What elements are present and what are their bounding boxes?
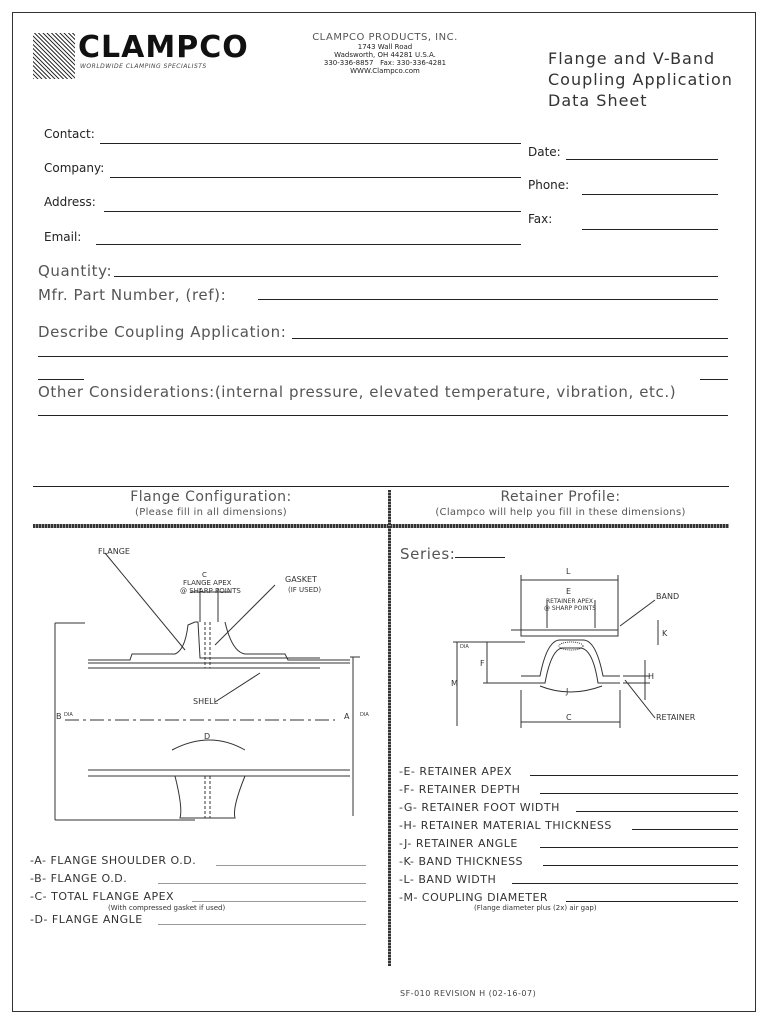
retainer-apex-label: RETAINER APEX	[546, 598, 594, 605]
company-field[interactable]	[110, 177, 521, 178]
shell-label: SHELL	[193, 697, 219, 706]
logo-mark	[33, 33, 75, 79]
retainer-item-k: -K- BAND THICKNESS	[399, 855, 524, 868]
contact-field[interactable]	[100, 143, 521, 144]
flange-item-d: -D- FLANGE ANGLE	[30, 913, 143, 926]
retainer-item-h-field[interactable]	[632, 829, 738, 830]
logo-text: CLAMPCO	[78, 30, 249, 65]
flange-item-a-field[interactable]	[216, 865, 366, 866]
contact-label: Contact:	[44, 127, 95, 141]
other-hint: (internal pressure, elevated temperature, vibration, etc.)	[214, 383, 677, 401]
retainer-item-j-field[interactable]	[540, 847, 738, 848]
describe-field-line-1[interactable]	[292, 338, 728, 339]
flange-label: FLANGE	[98, 547, 130, 556]
retainer-j-label: J	[566, 687, 569, 696]
flange-item-c: -C- TOTAL FLANGE APEX	[30, 890, 175, 903]
email-field[interactable]	[96, 244, 521, 245]
part-number-field[interactable]	[258, 299, 718, 300]
phone-label: Phone:	[528, 178, 570, 192]
fax-field[interactable]	[582, 229, 718, 230]
describe-field-line-3a[interactable]	[38, 379, 84, 380]
other-considerations	[38, 383, 676, 401]
retainer-item-l-field[interactable]	[512, 883, 738, 884]
flange-section-title: Flange Configuration:	[130, 489, 292, 505]
retainer-k-label: K	[662, 629, 668, 638]
flange-a-dia-label: DIA	[360, 712, 369, 718]
date-label: Date:	[528, 145, 561, 159]
email-label: Email:	[44, 230, 82, 244]
flange-apex-label: FLANGE APEX	[183, 579, 232, 587]
describe-label: Describe Coupling Application:	[38, 323, 287, 341]
flange-a-label: A	[344, 712, 350, 721]
retainer-item-g-field[interactable]	[576, 811, 738, 812]
flange-item-c-field[interactable]	[192, 901, 366, 902]
retainer-item-e: -E- RETAINER APEX	[399, 765, 513, 778]
retainer-m-dia-label: DIA	[460, 644, 469, 650]
retainer-l-label: L	[566, 567, 571, 576]
company-label: Company:	[44, 161, 105, 175]
retainer-sharp-label: @ SHARP POINTS	[544, 605, 597, 612]
retainer-item-l: -L- BAND WIDTH	[399, 873, 497, 886]
flange-item-d-field[interactable]	[158, 924, 366, 925]
series-label: Series:	[400, 545, 456, 563]
series-field[interactable]	[455, 557, 505, 558]
logo-tagline: WORLDWIDE CLAMPING SPECIALISTS	[80, 63, 207, 70]
retainer-c-label: C	[566, 713, 572, 722]
quantity-label: Quantity:	[38, 262, 113, 280]
retainer-e-label: E	[566, 587, 572, 596]
retainer-label: RETAINER	[656, 713, 696, 722]
section-divider	[388, 490, 391, 966]
describe-field-line-3b[interactable]	[700, 379, 728, 380]
retainer-item-j: -J- RETAINER ANGLE	[399, 837, 518, 850]
company-city: Wadsworth, OH 44281 U.S.A.	[334, 51, 436, 59]
flange-item-b: -B- FLANGE O.D.	[30, 872, 128, 885]
part-number-label: Mfr. Part Number, (ref):	[38, 286, 227, 304]
title-line-3: Data Sheet	[548, 91, 648, 110]
retainer-m-label: M	[451, 679, 458, 688]
flange-item-b-field[interactable]	[158, 883, 366, 884]
retainer-item-k-field[interactable]	[543, 865, 738, 866]
section-top-rule	[33, 486, 729, 487]
retainer-item-m: -M- COUPLING DIAMETER	[399, 891, 549, 904]
phone-field[interactable]	[582, 194, 718, 195]
retainer-f-label: F	[480, 659, 485, 668]
retainer-section-title: Retainer Profile:	[500, 489, 621, 505]
quantity-field[interactable]	[114, 276, 718, 277]
flange-sharp-label: @ SHARP POINTS	[180, 587, 241, 595]
retainer-item-f-field[interactable]	[540, 793, 738, 794]
title-line-2: Coupling Application	[548, 70, 733, 89]
retainer-section-subtitle: (Clampco will help you fill in these dimensions)	[435, 507, 686, 518]
retainer-h-label: H	[648, 672, 655, 681]
address-field[interactable]	[104, 211, 521, 212]
title-line-1: Flange and V-Band	[548, 49, 716, 68]
date-field[interactable]	[566, 159, 718, 160]
address-label: Address:	[44, 195, 96, 209]
gasket-label: GASKET	[285, 575, 317, 584]
company-phones: 330-336-8857 Fax: 330-336-4281	[323, 59, 447, 67]
band-label: BAND	[656, 592, 680, 601]
form-revision: SF-010 REVISION H (02-16-07)	[400, 989, 537, 998]
company-web: WWW.Clampco.com	[350, 67, 420, 75]
flange-b-dia-label: DIA	[64, 712, 73, 718]
other-label: Other Considerations:	[38, 383, 215, 401]
flange-item-a: -A- FLANGE SHOULDER O.D.	[30, 854, 197, 867]
retainer-item-m-note: (Flange diameter plus (2x) air gap)	[474, 904, 597, 912]
flange-d-label: D	[204, 732, 211, 741]
retainer-item-e-field[interactable]	[530, 775, 738, 776]
flange-b-label: B	[56, 712, 62, 721]
company-address-block	[290, 32, 480, 75]
flange-item-c-note: (With compressed gasket if used)	[108, 904, 226, 912]
fax-label: Fax:	[528, 212, 553, 226]
company-name: CLAMPCO PRODUCTS, INC.	[312, 32, 458, 43]
retainer-item-g: -G- RETAINER FOOT WIDTH	[399, 801, 560, 814]
gasket-if-used-label: (IF USED)	[288, 586, 322, 594]
section-bottom-rule	[33, 524, 729, 528]
describe-field-line-2[interactable]	[38, 356, 728, 357]
retainer-item-f: -F- RETAINER DEPTH	[399, 783, 521, 796]
flange-c-label: C	[202, 571, 207, 579]
retainer-item-m-field[interactable]	[566, 901, 738, 902]
retainer-item-h: -H- RETAINER MATERIAL THICKNESS	[399, 819, 612, 832]
company-street: 1743 Wall Road	[357, 43, 413, 51]
page-title	[548, 48, 733, 111]
flange-section-subtitle: (Please fill in all dimensions)	[135, 507, 287, 518]
other-field[interactable]	[38, 415, 728, 416]
